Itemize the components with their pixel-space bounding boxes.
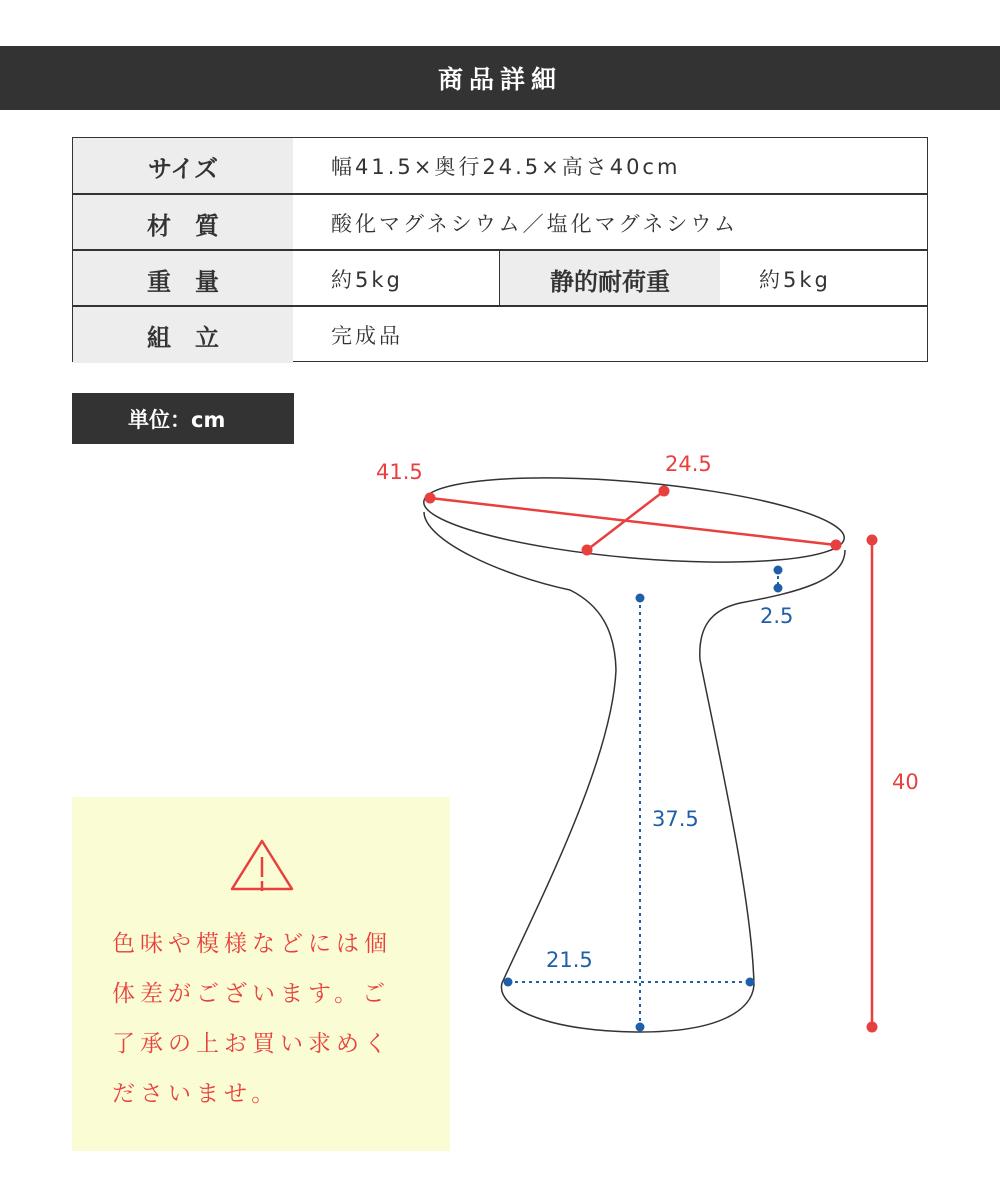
spec-value-material: 酸化マグネシウム／塩化マグネシウム (331, 212, 739, 236)
stem-dot-bottom (636, 1023, 645, 1032)
total-height-label: 40 (892, 770, 919, 794)
stem-dot-top (636, 594, 645, 603)
spec-value-assembly: 完成品 (331, 324, 403, 348)
warning-icon (228, 837, 296, 895)
height-dot-top (867, 535, 878, 546)
depth-dot-top (659, 486, 670, 497)
spec-value-load: 約5kg (759, 268, 831, 292)
base-dot-left (504, 978, 513, 987)
spec-label-weight: 重 量 (73, 251, 293, 307)
spec-value-size: 幅41.5×奥行24.5×高さ40cm (331, 155, 681, 179)
spec-label-assembly: 組 立 (73, 307, 293, 363)
depth-dot-bottom (582, 545, 593, 556)
note-line: 体差がございます。ご (112, 981, 391, 1007)
height-dot-bottom (867, 1022, 878, 1033)
note-box (72, 797, 450, 1151)
note-line: 了承の上お買い求めく (112, 1031, 392, 1057)
width-label: 41.5 (376, 460, 423, 484)
spec-label-material: 材 質 (73, 195, 293, 251)
thickness-dot-top (774, 566, 783, 575)
unit-tag: 単位：cm (72, 393, 294, 444)
spec-label-load: 静的耐荷重 (500, 251, 720, 307)
note-line: 色味や模様などには個 (112, 931, 392, 957)
thickness-label: 2.5 (760, 604, 794, 628)
width-dot-left (425, 493, 436, 504)
depth-label: 24.5 (665, 452, 712, 476)
stem-height-label: 37.5 (652, 807, 699, 831)
spec-label-size: サイズ (73, 138, 293, 194)
spec-value-weight: 約5kg (331, 268, 403, 292)
thickness-dot-bottom (774, 584, 783, 593)
base-dot-right (746, 978, 755, 987)
side-table-outline (420, 464, 847, 1032)
base-width-label: 21.5 (546, 948, 593, 972)
page-title: 商品詳細 (437, 65, 562, 94)
width-dot-right (831, 540, 842, 551)
note-line: ださいませ。 (112, 1081, 280, 1107)
